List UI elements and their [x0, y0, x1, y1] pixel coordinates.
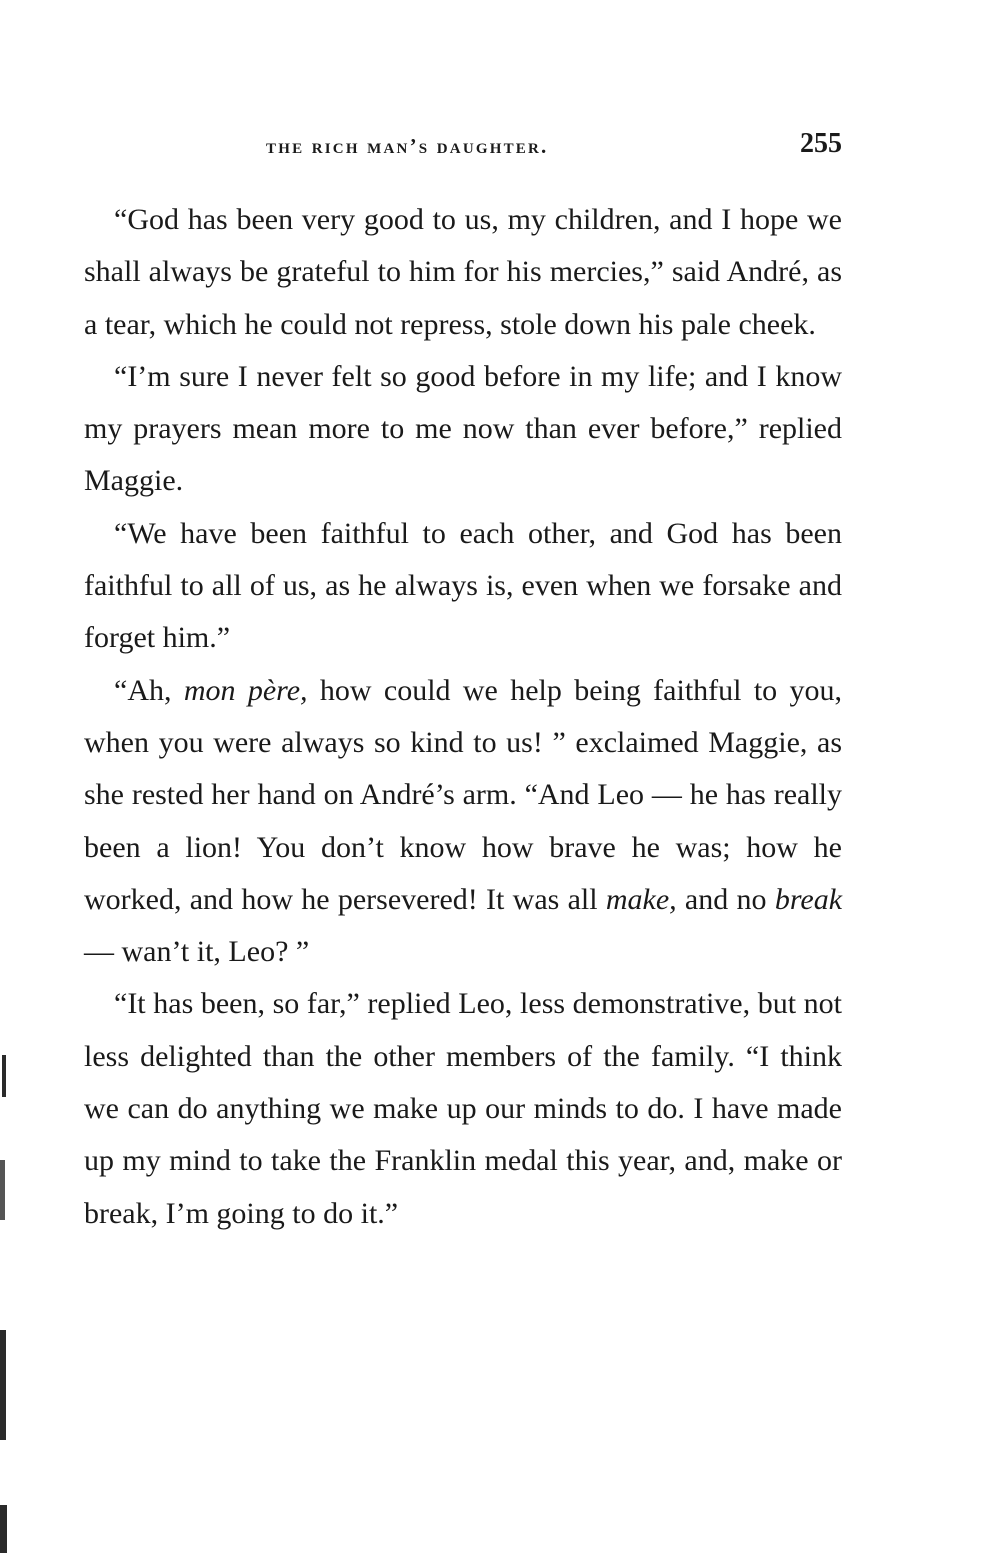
text-segment: — wan’t it, Leo? ” [84, 935, 310, 969]
paragraph [84, 194, 842, 351]
paragraph [84, 665, 842, 979]
scan-speck [2, 1055, 6, 1097]
text-segment: “Ah, [114, 673, 184, 707]
scan-speck [0, 1160, 5, 1220]
text-segment: “I’m sure I never felt so good before in my life; and I know my prayers mean more to me now than ever before,” replied Maggie. [84, 359, 842, 498]
body-text [84, 194, 842, 1240]
scan-speck [0, 1330, 6, 1440]
paragraph [84, 978, 842, 1239]
paragraph [84, 508, 842, 665]
page-number: 255 [800, 128, 842, 159]
paragraph [84, 351, 842, 508]
scan-speck [0, 1505, 7, 1553]
text-segment: “God has been very good to us, my children, and I hope we shall always be grateful to him for his mercies,” said André, as a tear, which he could not repress, stole down his pale cheek. [84, 203, 842, 341]
italic-text-segment: mon père, [183, 673, 308, 707]
text-segment: “We have been faithful to each other, and God has been faithful to all of us, as he always is, even when we forsake and forget him.” [84, 516, 842, 655]
text-segment: “It has been, so far,” replied Leo, less demonstrative, but not less delighted than the other members of the family. “I think we can do anything we make up our minds to do. I have made up my mind to take the Franklin medal this year, and, make or break, I’m going to do it.” [84, 987, 842, 1230]
text-segment: and no [676, 882, 775, 916]
text-segment: how could we help being faithful to you, when you were always so kind to us! ” exclaimed Maggie, as she rested her hand on André’s arm. “And Leo — he has really been a lion! You don’t know how brave he was; how he worked, and how he persevered! It was all [84, 673, 843, 916]
running-title: the rich man’s daughter. [266, 134, 549, 158]
running-head [84, 128, 842, 168]
italic-text-segment: make, [605, 882, 677, 916]
italic-text-segment: break [774, 882, 843, 916]
